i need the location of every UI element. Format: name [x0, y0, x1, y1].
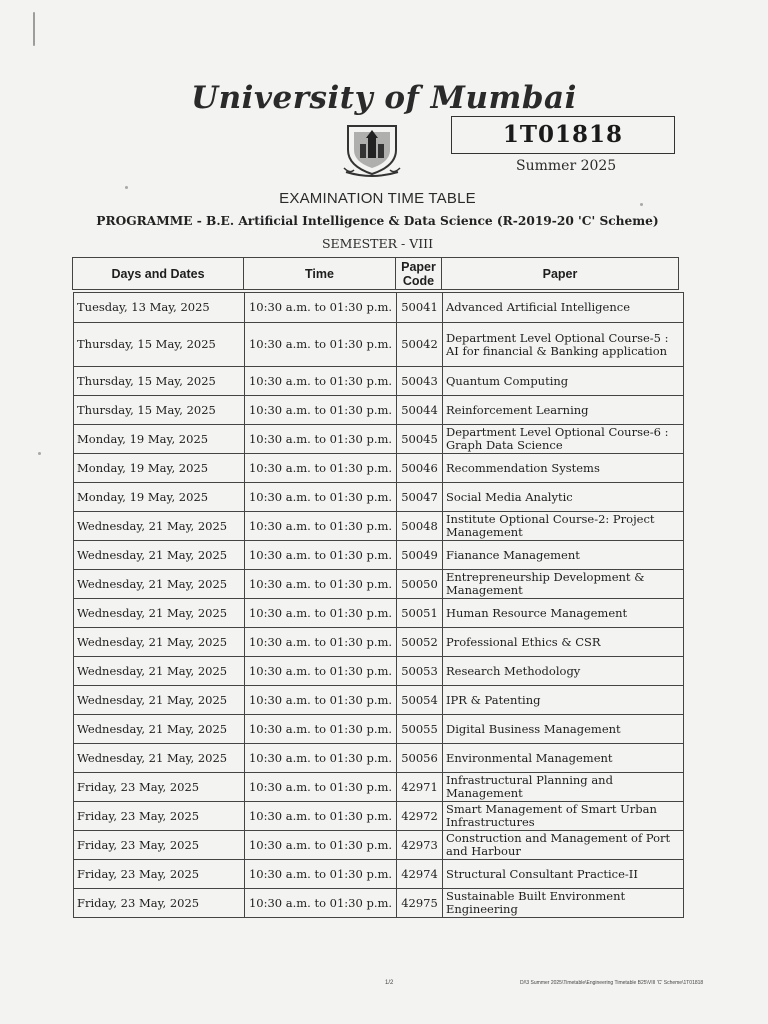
time-cell: 10:30 a.m. to 01:30 p.m.: [245, 483, 397, 512]
file-path: D/\3 Summer 2025\Timetable\Engineering Timetable B25\VIII 'C' Scheme\1T01818: [520, 980, 704, 986]
time-cell: 10:30 a.m. to 01:30 p.m.: [245, 686, 397, 715]
date-cell: Friday, 23 May, 2025: [74, 860, 245, 889]
paper-code-cell: 50048: [397, 512, 443, 541]
time-cell: 10:30 a.m. to 01:30 p.m.: [245, 541, 397, 570]
time-cell: 10:30 a.m. to 01:30 p.m.: [245, 657, 397, 686]
header-row: [73, 258, 679, 290]
timetable-header: [72, 257, 679, 290]
table-row: [74, 657, 684, 686]
paper-name-cell: Reinforcement Learning: [443, 396, 684, 425]
paper-code-cell: 50052: [397, 628, 443, 657]
scan-speck: [38, 452, 41, 455]
paper-name-cell: Department Level Optional Course-6 : Graph Data Science: [443, 425, 684, 454]
paper-code-cell: 50055: [397, 715, 443, 744]
time-cell: 10:30 a.m. to 01:30 p.m.: [245, 773, 397, 802]
table-row: [74, 889, 684, 918]
date-cell: Wednesday, 21 May, 2025: [74, 570, 245, 599]
university-crest-icon: [340, 120, 404, 180]
paper-code-cell: 42973: [397, 831, 443, 860]
date-cell: Thursday, 15 May, 2025: [74, 396, 245, 425]
table-row: [74, 860, 684, 889]
table-row: [74, 715, 684, 744]
time-cell: 10:30 a.m. to 01:30 p.m.: [245, 570, 397, 599]
paper-name-cell: Smart Management of Smart Urban Infrastructures: [443, 802, 684, 831]
table-row: [74, 323, 684, 367]
date-cell: Wednesday, 21 May, 2025: [74, 628, 245, 657]
time-cell: 10:30 a.m. to 01:30 p.m.: [245, 715, 397, 744]
paper-name-cell: Institute Optional Course-2: Project Management: [443, 512, 684, 541]
paper-name-cell: Social Media Analytic: [443, 483, 684, 512]
scan-speck: [125, 186, 128, 189]
time-cell: 10:30 a.m. to 01:30 p.m.: [245, 831, 397, 860]
date-cell: Tuesday, 13 May, 2025: [74, 293, 245, 323]
page-number: 1/2: [385, 980, 394, 986]
table-row: [74, 802, 684, 831]
paper-code-cell: 50051: [397, 599, 443, 628]
paper-code-cell: 50049: [397, 541, 443, 570]
table-row: [74, 599, 684, 628]
paper-name-cell: Advanced Artificial Intelligence: [443, 293, 684, 323]
time-cell: 10:30 a.m. to 01:30 p.m.: [245, 454, 397, 483]
date-cell: Monday, 19 May, 2025: [74, 425, 245, 454]
time-cell: 10:30 a.m. to 01:30 p.m.: [245, 860, 397, 889]
date-cell: Wednesday, 21 May, 2025: [74, 599, 245, 628]
date-cell: Wednesday, 21 May, 2025: [74, 715, 245, 744]
paper-name-cell: Human Resource Management: [443, 599, 684, 628]
table-row: [74, 454, 684, 483]
paper-name-cell: Digital Business Management: [443, 715, 684, 744]
time-cell: 10:30 a.m. to 01:30 p.m.: [245, 367, 397, 396]
date-cell: Wednesday, 21 May, 2025: [74, 512, 245, 541]
column-header-days: Days and Dates: [73, 258, 244, 290]
date-cell: Thursday, 15 May, 2025: [74, 323, 245, 367]
paper-name-cell: Infrastructural Planning and Management: [443, 773, 684, 802]
date-cell: Wednesday, 21 May, 2025: [74, 541, 245, 570]
date-cell: Wednesday, 21 May, 2025: [74, 657, 245, 686]
time-cell: 10:30 a.m. to 01:30 p.m.: [245, 599, 397, 628]
paper-code-cell: 50041: [397, 293, 443, 323]
paper-code-cell: 42971: [397, 773, 443, 802]
university-title: University of Mumbai: [191, 80, 577, 116]
exam-timetable-title: EXAMINATION TIME TABLE: [279, 190, 476, 207]
column-header-paper: Paper: [442, 258, 679, 290]
table-row: [74, 541, 684, 570]
table-row: [74, 483, 684, 512]
time-cell: 10:30 a.m. to 01:30 p.m.: [245, 512, 397, 541]
paper-name-cell: Recommendation Systems: [443, 454, 684, 483]
scan-mark: [33, 12, 35, 46]
paper-code-cell: 42972: [397, 802, 443, 831]
paper-code-cell: 42974: [397, 860, 443, 889]
programme-line: PROGRAMME - B.E. Artificial Intelligence & Data Science (R-2019-20 'C' Scheme): [96, 214, 659, 228]
date-cell: Wednesday, 21 May, 2025: [74, 686, 245, 715]
time-cell: 10:30 a.m. to 01:30 p.m.: [245, 323, 397, 367]
paper-code-cell: 50054: [397, 686, 443, 715]
table-row: [74, 831, 684, 860]
time-cell: 10:30 a.m. to 01:30 p.m.: [245, 396, 397, 425]
time-cell: 10:30 a.m. to 01:30 p.m.: [245, 802, 397, 831]
table-row: [74, 686, 684, 715]
time-cell: 10:30 a.m. to 01:30 p.m.: [245, 425, 397, 454]
table-row: [74, 367, 684, 396]
paper-code-cell: 50044: [397, 396, 443, 425]
paper-name-cell: IPR & Patenting: [443, 686, 684, 715]
paper-code-cell: 50043: [397, 367, 443, 396]
paper-name-cell: Fianance Management: [443, 541, 684, 570]
exam-session: Summer 2025: [516, 158, 617, 174]
date-cell: Friday, 23 May, 2025: [74, 773, 245, 802]
paper-name-cell: Entrepreneurship Development & Management: [443, 570, 684, 599]
paper-name-cell: Environmental Management: [443, 744, 684, 773]
date-cell: Monday, 19 May, 2025: [74, 454, 245, 483]
time-cell: 10:30 a.m. to 01:30 p.m.: [245, 744, 397, 773]
paper-code-cell: 50050: [397, 570, 443, 599]
paper-name-cell: Research Methodology: [443, 657, 684, 686]
table-row: [74, 773, 684, 802]
paper-code-cell: 50046: [397, 454, 443, 483]
date-cell: Friday, 23 May, 2025: [74, 802, 245, 831]
paper-code-cell: 50045: [397, 425, 443, 454]
document-code-box: 1T01818: [451, 116, 675, 154]
date-cell: Wednesday, 21 May, 2025: [74, 744, 245, 773]
paper-code-cell: 50042: [397, 323, 443, 367]
paper-name-cell: Quantum Computing: [443, 367, 684, 396]
paper-code-cell: 42975: [397, 889, 443, 918]
paper-name-cell: Professional Ethics & CSR: [443, 628, 684, 657]
date-cell: Friday, 23 May, 2025: [74, 831, 245, 860]
time-cell: 10:30 a.m. to 01:30 p.m.: [245, 889, 397, 918]
timetable-body: [73, 292, 684, 918]
paper-code-cell: 50047: [397, 483, 443, 512]
table-row: [74, 425, 684, 454]
time-cell: 10:30 a.m. to 01:30 p.m.: [245, 293, 397, 323]
paper-name-cell: Structural Consultant Practice-II: [443, 860, 684, 889]
table-row: [74, 293, 684, 323]
table-row: [74, 396, 684, 425]
table-row: [74, 628, 684, 657]
column-header-code: Paper Code: [396, 258, 442, 290]
date-cell: Monday, 19 May, 2025: [74, 483, 245, 512]
paper-code-cell: 50056: [397, 744, 443, 773]
table-row: [74, 570, 684, 599]
date-cell: Thursday, 15 May, 2025: [74, 367, 245, 396]
paper-name-cell: Construction and Management of Port and Harbour: [443, 831, 684, 860]
date-cell: Friday, 23 May, 2025: [74, 889, 245, 918]
table-row: [74, 512, 684, 541]
semester-line: SEMESTER - VIII: [321, 236, 434, 251]
table-row: [74, 744, 684, 773]
paper-code-cell: 50053: [397, 657, 443, 686]
column-header-time: Time: [244, 258, 396, 290]
paper-name-cell: Sustainable Built Environment Engineering: [443, 889, 684, 918]
paper-name-cell: Department Level Optional Course-5 : AI for financial & Banking application: [443, 323, 684, 367]
time-cell: 10:30 a.m. to 01:30 p.m.: [245, 628, 397, 657]
